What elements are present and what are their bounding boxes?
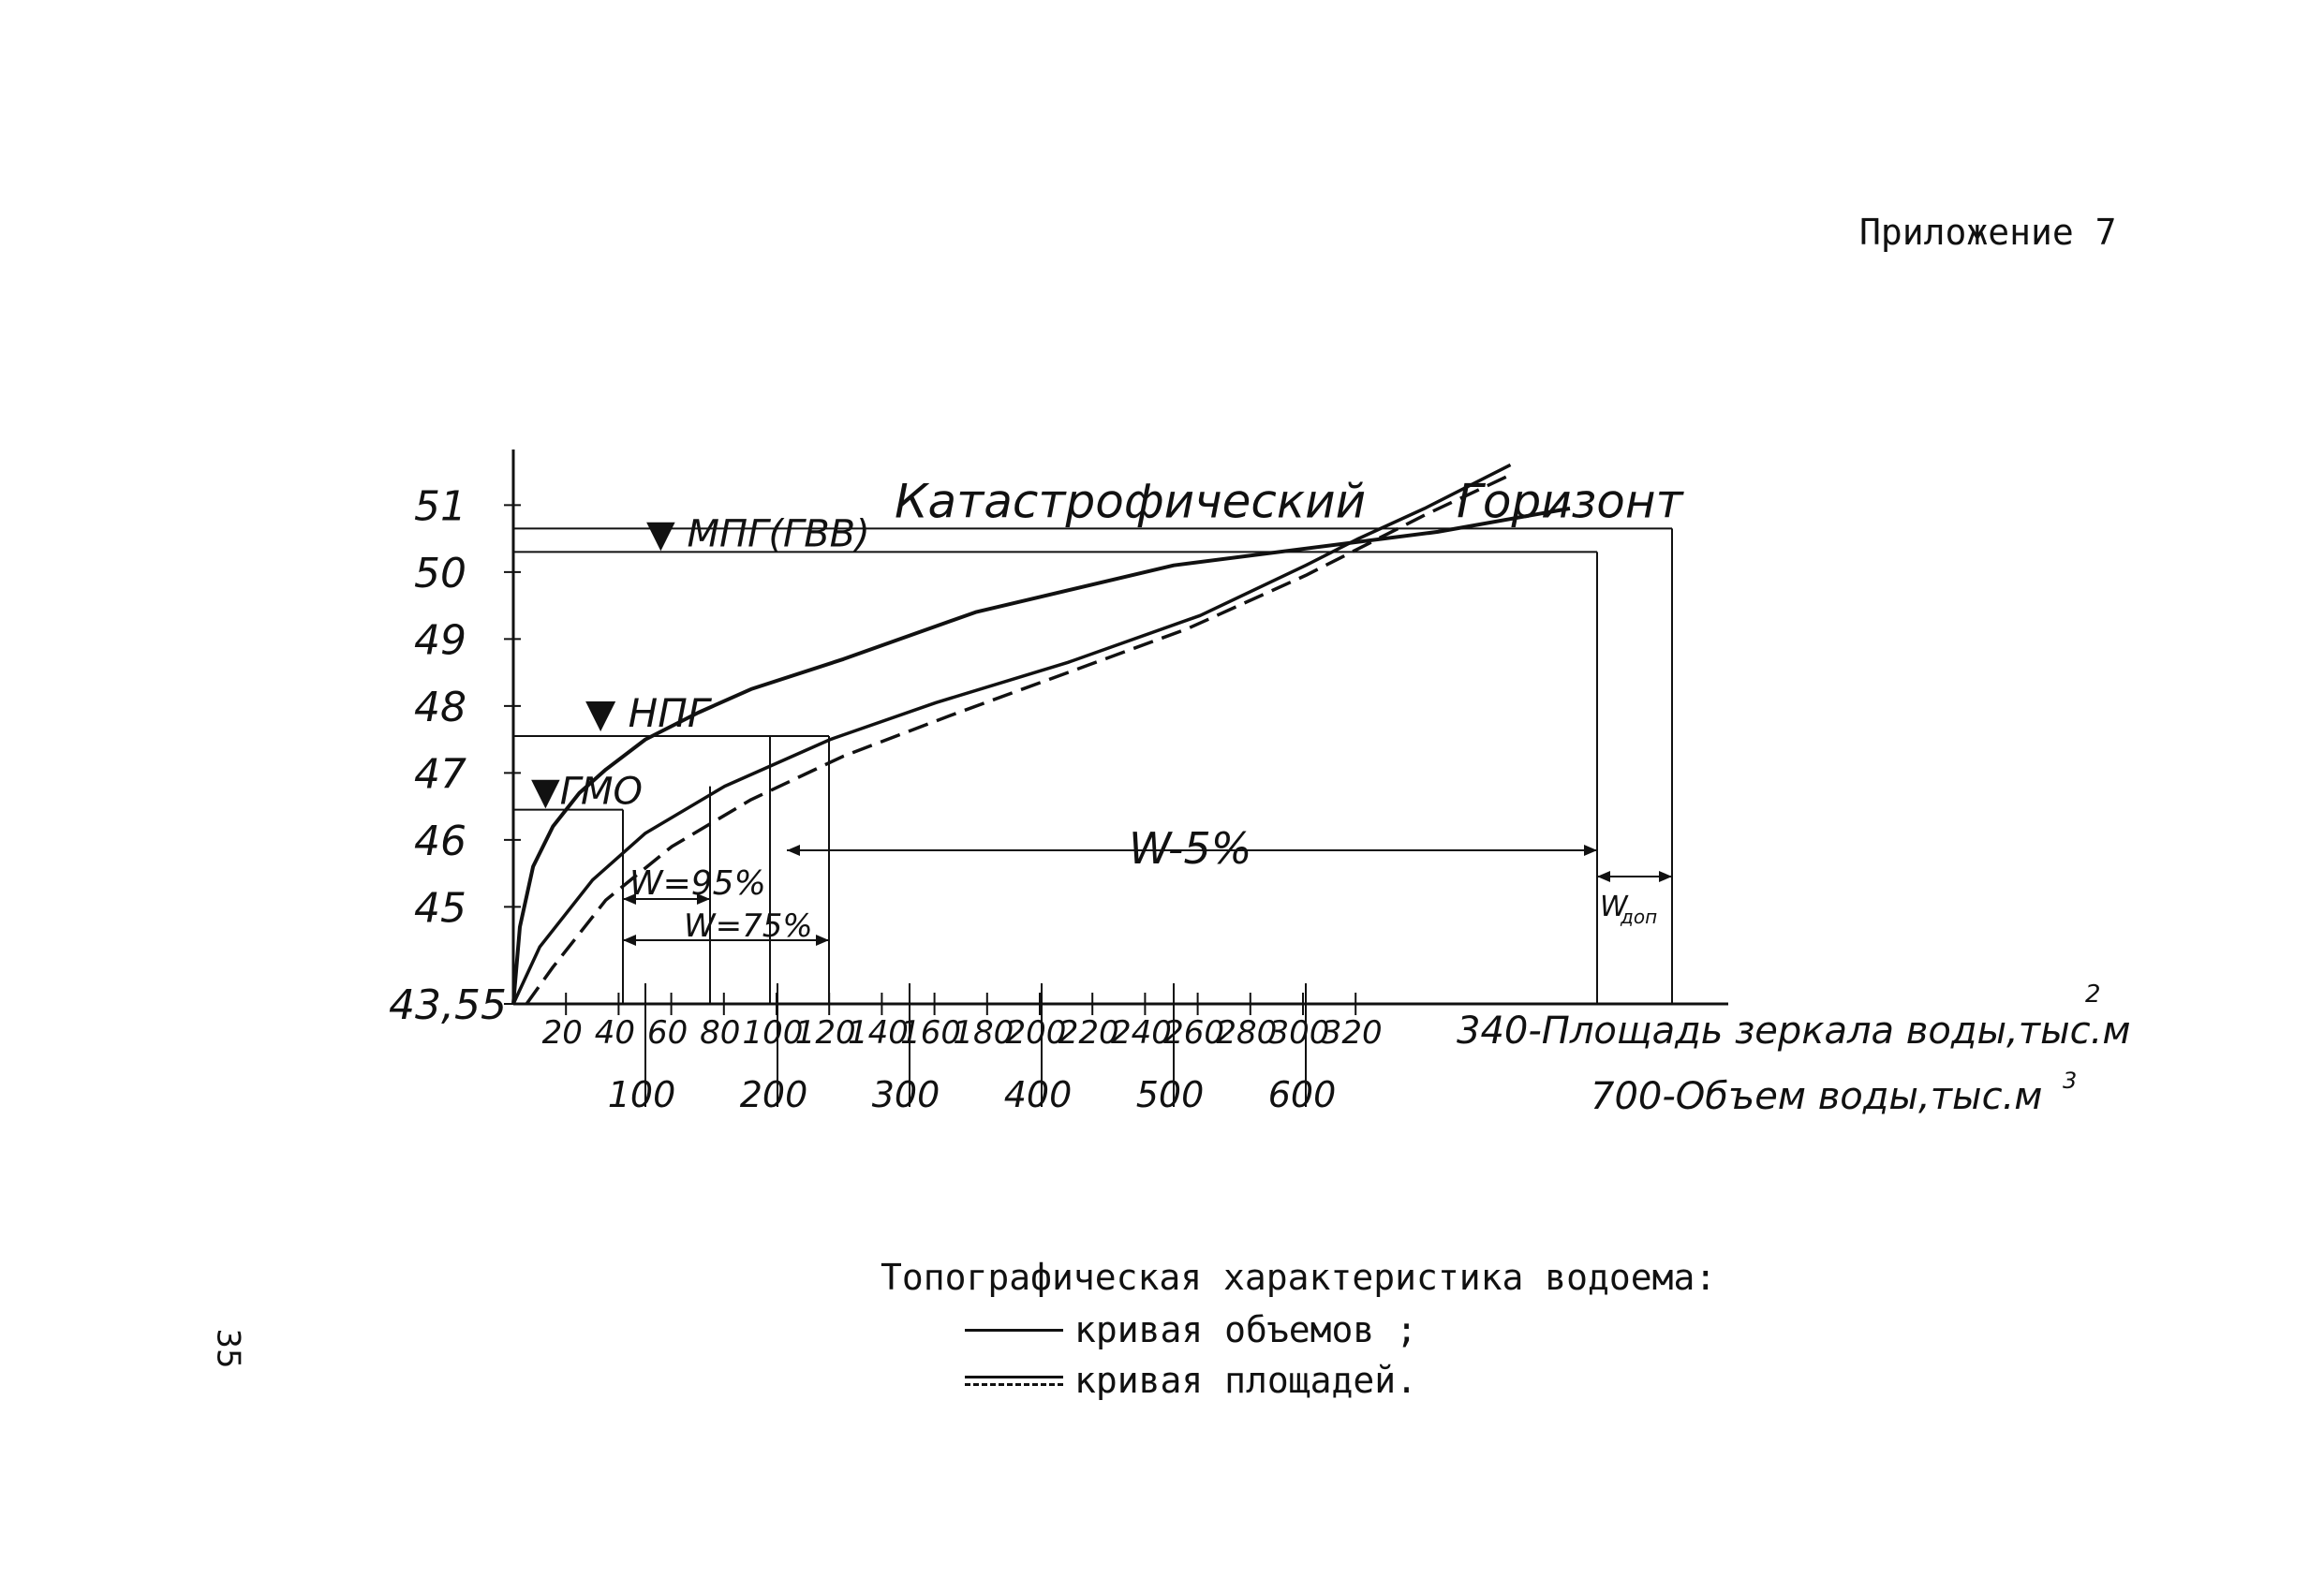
legend-label-volumes: кривая объемов ; xyxy=(1074,1309,1418,1350)
w5-range-arrow-left xyxy=(787,845,800,856)
x-volume-tick-label: 300 xyxy=(871,1074,940,1115)
w75-label: W=75% xyxy=(684,907,813,945)
wdop-label: W xyxy=(1600,891,1628,923)
caption-title: Топографическая характеристика водоема: xyxy=(881,1257,1717,1298)
x-area-tick-label: 240 xyxy=(1110,1014,1172,1052)
legend-swatch-solid xyxy=(965,1323,1063,1336)
y-tick-label: 48 xyxy=(414,683,466,731)
w5-range-arrow-right xyxy=(1584,845,1597,856)
w5-label: W-5% xyxy=(1129,823,1252,874)
page-mark: 35 xyxy=(209,1328,247,1369)
wdop-range-arrow-right xyxy=(1659,871,1672,882)
x-volume-axis-label: 700-Объем воды,тыс.м xyxy=(1591,1075,2043,1118)
x-volume-axis-label-sup: 3 xyxy=(2063,1068,2078,1094)
x-volume-tick-label: 600 xyxy=(1267,1074,1337,1115)
wdop-range-arrow-left xyxy=(1597,871,1610,882)
x-volume-tick-label: 500 xyxy=(1135,1074,1205,1115)
y-tick-label: 51 xyxy=(414,482,466,531)
x-area-tick-label: 120 xyxy=(794,1014,856,1052)
x-area-tick-label: 220 xyxy=(1058,1014,1119,1052)
x-volume-tick-label: 100 xyxy=(607,1074,676,1115)
labels-group xyxy=(389,474,2131,1118)
x-area-tick-label: 80 xyxy=(700,1014,741,1052)
wdop-subscript: доп xyxy=(1621,906,1658,928)
appendix-label: Приложение 7 xyxy=(1859,212,2117,253)
x-area-tick-label: 40 xyxy=(594,1014,636,1052)
y-tick-label: 50 xyxy=(414,549,466,597)
npg-label: ▼ НПГ xyxy=(585,690,710,736)
x-area-tick-label: 260 xyxy=(1163,1014,1225,1052)
x-area-tick-label: 200 xyxy=(1005,1014,1067,1052)
y-tick-label: 43,55 xyxy=(389,981,507,1029)
x-area-tick-label: 320 xyxy=(1321,1014,1383,1052)
legend-label-areas: кривая площадей. xyxy=(1074,1360,1418,1401)
curve-0 xyxy=(513,509,1570,1004)
x-volume-tick-label: 400 xyxy=(1003,1074,1073,1115)
legend-item-areas xyxy=(965,1360,1417,1401)
x-area-axis-label: 340-Площадь зеркала воды,тыс.м xyxy=(1457,1010,2131,1053)
x-volume-tick-label: 200 xyxy=(739,1074,808,1115)
x-area-tick-label: 140 xyxy=(847,1014,909,1052)
x-area-tick-label: 160 xyxy=(900,1014,962,1052)
catastrophic-label: Катастрофический xyxy=(895,474,1367,529)
horizon-label: Горизонт xyxy=(1457,474,1683,529)
w75-range-arrow-right xyxy=(816,935,829,946)
gmo-label: ▼ГМО xyxy=(531,770,644,814)
y-tick-label: 47 xyxy=(414,750,466,799)
annotations-group xyxy=(623,823,1672,946)
y-tick-label: 46 xyxy=(414,817,466,865)
legend-item-volumes xyxy=(965,1309,1417,1350)
mpg-label: ▼ МПГ(ГВВ) xyxy=(646,512,870,556)
x-area-tick-label: 180 xyxy=(953,1014,1014,1052)
w75-range-arrow-left xyxy=(623,935,636,946)
w95-label: W=95% xyxy=(629,864,766,903)
legend-swatch-dashed xyxy=(965,1374,1063,1387)
y-tick-label: 45 xyxy=(414,884,466,933)
x-area-tick-label: 60 xyxy=(646,1014,688,1052)
x-area-tick-label: 20 xyxy=(541,1014,583,1052)
x-area-tick-label: 100 xyxy=(742,1014,804,1052)
x-area-tick-label: 300 xyxy=(1268,1014,1330,1052)
x-area-axis-label-sup: 2 xyxy=(2085,980,2101,1009)
x-area-tick-label: 280 xyxy=(1216,1014,1278,1052)
y-tick-label: 49 xyxy=(414,616,466,665)
